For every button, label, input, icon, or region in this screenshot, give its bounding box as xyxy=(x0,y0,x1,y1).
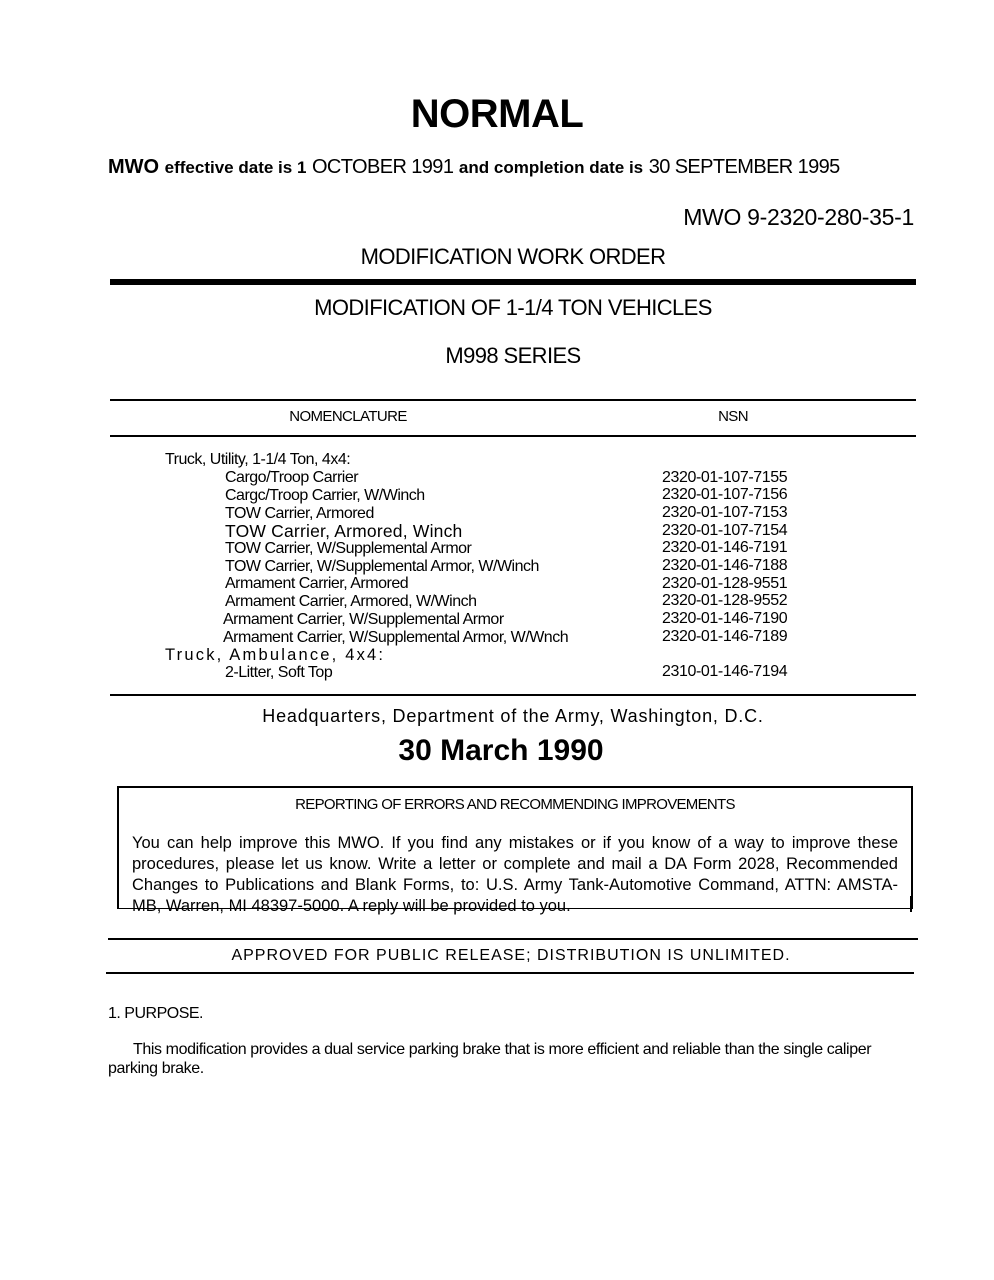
table-header-rule xyxy=(110,435,916,437)
document-title: NORMAL xyxy=(410,92,584,136)
table-row-nsn: 2320-01-146-7191 xyxy=(662,539,788,556)
group-heading-utility: Truck, Utility, 1-1/4 Ton, 4x4: xyxy=(165,451,351,468)
publication-date: 30 March 1990 xyxy=(398,734,604,767)
col-header-nomenclature: NOMENCLATURE xyxy=(289,408,407,425)
table-row-name: TOW Carrier, Armored, Winch xyxy=(225,521,463,541)
table-row-name: Cargc/Troop Carrier, W/Winch xyxy=(225,487,425,504)
table-row-nsn: 2320-01-107-7154 xyxy=(662,522,788,539)
table-row-nsn: 2320-01-146-7190 xyxy=(662,610,788,627)
purpose-text: This modification provides a dual service parking brake that is more efficient and reliable than the single caliper parking brake. xyxy=(108,1041,872,1077)
table-row-name: TOW Carrier, Armored xyxy=(225,505,374,522)
completion-date: 30 SEPTEMBER 1995 xyxy=(648,156,840,178)
table-row-nsn: 2320-01-107-7153 xyxy=(662,504,788,521)
headquarters-line: Headquarters, Department of the Army, Washington, D.C. xyxy=(262,706,764,726)
reporting-box xyxy=(117,786,913,915)
table-row-nsn: 2320-01-146-7189 xyxy=(662,628,788,645)
table-row-name: TOW Carrier, W/Supplemental Armor, W/Winch xyxy=(225,558,539,575)
distribution-statement: APPROVED FOR PUBLIC RELEASE; DISTRIBUTION IS UNLIMITED. xyxy=(231,947,791,964)
mwo-number: MWO 9-2320-280-35-1 xyxy=(683,204,914,230)
purpose-heading: 1. PURPOSE. xyxy=(108,1005,203,1022)
table-row-nsn: 2310-01-146-7194 xyxy=(662,663,788,680)
table-row-nsn: 2320-01-107-7156 xyxy=(662,486,788,503)
effective-text: effective date is 1 xyxy=(164,158,307,177)
effective-date: OCTOBER 1991 xyxy=(311,156,454,178)
completion-text: and completion date is xyxy=(458,158,644,177)
table-bottom-rule xyxy=(110,694,916,696)
doc-type: MODIFICATION WORK ORDER xyxy=(360,244,666,269)
table-row-nsn: 2320-01-128-9551 xyxy=(662,575,788,592)
reporting-title: REPORTING OF ERRORS AND RECOMMENDING IMPROVEMENTS xyxy=(295,796,735,813)
series-title: M998 SERIES xyxy=(445,343,581,368)
thick-divider xyxy=(110,279,916,285)
table-row-name: 2-Litter, Soft Top xyxy=(225,664,333,681)
reporting-text: You can help improve this MWO. If you find any mistakes or if you know of a way to improve these procedures, please let us know. Write a letter or complete and mail a DA Form 2028, Recommended Changes to Publications and Blank Forms, to: U.S. Army Tank-Automotive Command, ATTN: AMSTA-MB, Warren, MI 48397-5000. A reply will be provided to you. xyxy=(132,834,898,915)
distribution-bottom-rule xyxy=(106,972,914,974)
modification-title: MODIFICATION OF 1-1/4 TON VEHICLES xyxy=(314,295,712,320)
table-row-name: Cargo/Troop Carrier xyxy=(225,469,359,486)
table-row-nsn: 2320-01-128-9552 xyxy=(662,592,788,609)
table-row-nsn: 2320-01-146-7188 xyxy=(662,557,788,574)
mwo-dates-line xyxy=(108,156,840,179)
table-row-name: Armament Carrier, Armored, W/Winch xyxy=(225,593,477,610)
distribution-top-rule xyxy=(108,938,918,940)
table-top-rule xyxy=(110,399,916,401)
group-heading-ambulance: Truck, Ambulance, 4x4: xyxy=(165,646,386,664)
box-tick-mark xyxy=(910,896,912,912)
col-header-nsn: NSN xyxy=(718,408,748,425)
table-row-name: Armament Carrier, W/Supplemental Armor xyxy=(223,611,504,628)
table-row-name: Armament Carrier, Armored xyxy=(225,575,409,592)
mwo-label: MWO xyxy=(108,156,160,178)
table-row-name: TOW Carrier, W/Supplemental Armor xyxy=(225,540,472,557)
table-row-name: Armament Carrier, W/Supplemental Armor, W/Wnch xyxy=(223,629,569,646)
table-row-nsn: 2320-01-107-7155 xyxy=(662,469,788,486)
